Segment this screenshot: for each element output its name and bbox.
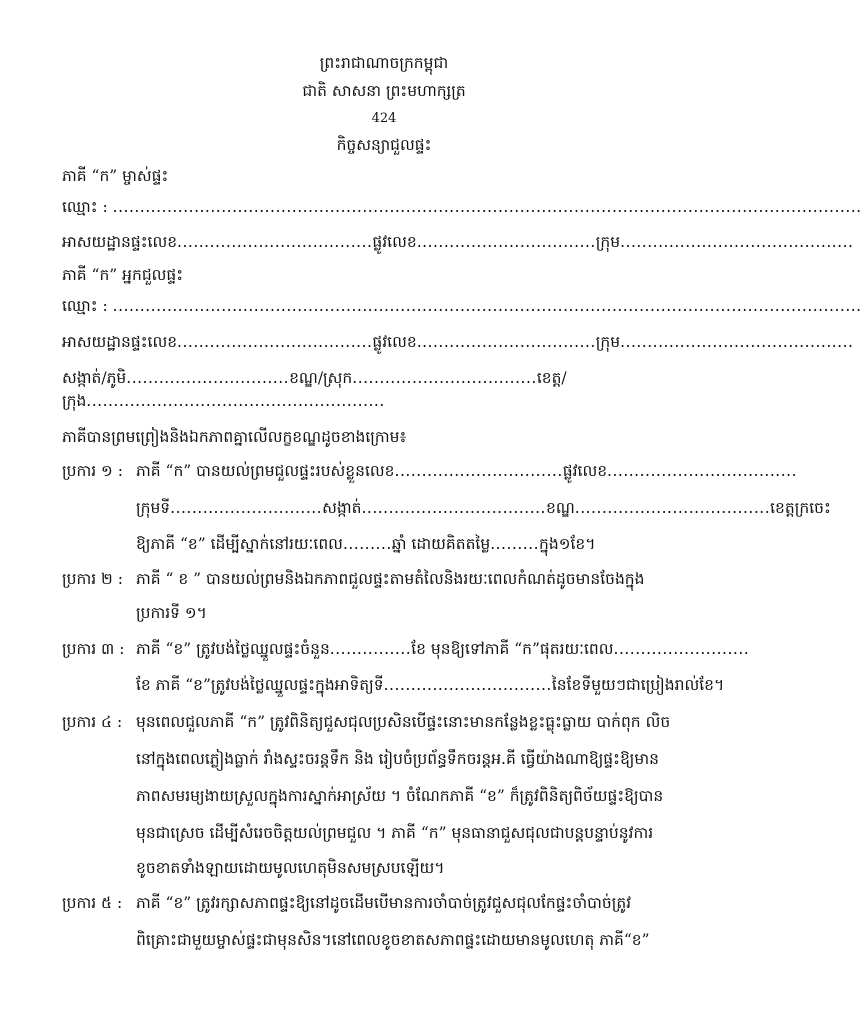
district-label-2: ខណ្ឌ [546,499,575,517]
article-4-line-2: នៅក្នុងពេលភ្លៀងធ្លាក់ រាំងស្ទះចរន្តទឹក និង រៀបចំប្រព័ន្ធទឹកចរន្តអ.គី ធ្វើយ៉ាងណាឱ្យផ្ទះឱ្យមាន [136,750,660,768]
district-label: ខណ្ឌ/ស្រុក [289,369,353,387]
party-a-name-label: ឈ្មោះ : [62,198,108,216]
party-a-group-label: ក្រុម [595,233,621,251]
rent-amount-text: ភាគី “ខ” ត្រូវបង់ថ្លៃឈ្នួលផ្ទះចំនួន [136,640,330,658]
week-blank: ............................... [383,676,552,694]
advance-text: ខែ មុនឱ្យទៅភាគី “ក”ផុតរយៈពេល [411,640,614,658]
article-1-label: ប្រការ ១ : [62,462,123,480]
province-kratie: ខេត្តក្រចេះ [770,499,831,517]
street-blank: ................................... [607,462,797,480]
per-month-text: ក្នុង១ខែ។ [539,535,596,553]
party-a-group-blank: ........................................... [620,233,854,251]
article-4-line-1: មុនពេលជួលភាគី “ក” ត្រូវពិនិត្យជួសជុលប្រសិនបើផ្ទះនោះមានកន្លែងខ្លះធ្លុះធ្លាយ បាក់ពុក លិច [136,713,671,731]
party-b-name-label: ឈ្មោះ : [62,297,108,315]
weekly-payment-text: ខែ ភាគី “ខ”ត្រូវបង់ថ្លៃឈ្នួលផ្ទះក្នុងអាទិត្យទី [136,676,384,694]
party-b-street-label: ផ្លូវលេខ [372,333,417,351]
party-a-heading: ភាគី “ក” ម្ចាស់ផ្ទះ [62,167,169,185]
street-label: ផ្លូវលេខ [562,462,608,480]
article-1-line-2 [136,497,831,519]
party-b-address-label: អាសយដ្ឋានផ្ទះលេខ [62,333,178,351]
article-5-label: ប្រការ ៥ : [62,894,123,912]
article-5-line-2: ពិគ្រោះជាមួយម្ចាស់ផ្ទះជាមុនសិន។នៅពេលខូចខាតសភាពផ្ទះដោយមានមូលហេតុ ភាគី“ខ” [136,931,650,949]
months-blank: ............... [329,640,412,658]
group-label: ក្រុមទី [136,499,171,517]
article-3-line-2 [136,674,724,696]
article-5-line-1: ភាគី “ខ” ត្រូវរក្សាសភាពផ្ទះឱ្យនៅដូចដើមបើមានការចាំបាច់ត្រូវជួសជុលកែផ្ទះចាំបាច់ត្រូវ [136,894,632,912]
party-b-address-blank: .................................... [177,333,373,351]
years-blank: ......... [342,535,392,553]
commune-blank: .............................. [126,369,290,387]
party-b-name-row [62,295,862,317]
city-blank: ....................................................... [86,392,385,410]
article-1-line-3 [136,533,595,555]
price-blank: ......... [490,535,540,553]
group-blank: ............................ [170,499,323,517]
kingdom-title: ព្រះរាជាណាចក្រកម្ពុជា [319,54,449,72]
page-number: 424 [371,111,397,126]
article-2-label: ប្រការ ២ : [62,570,123,588]
article-1-text: ភាគី “ក” បានយល់ព្រមជួលផ្ទះរបស់ខ្លួនលេខ [136,462,395,480]
each-month-text: នៃខែទីមួយៗជាប្រៀងរាល់ខែ។ [551,676,725,694]
article-4-line-3: ភាពសមរម្យងាយស្រួលក្នុងការស្នាក់អាស្រ័យ ។ ចំណែកភាគី “ខ” ក៏ត្រូវពិនិត្យពិច័យផ្ទះឱ្យបាន [136,787,664,805]
party-b-name-blank: .......................................................................................................................................... [112,297,862,315]
city-label: ក្រុង [62,392,87,410]
party-b-group-label: ក្រុម [595,333,621,351]
period-blank: ......................... [613,640,750,658]
party-b-heading: ភាគី “ក” អ្នកជួលផ្ទះ [62,266,184,284]
party-b-address-row [62,331,854,353]
article-3-line-1 [136,638,750,660]
national-motto: ជាតិ សាសនា ព្រះមហាក្សត្រ [302,82,466,100]
party-a-name-row [62,196,862,218]
party-a-address-label: អាសយដ្ឋានផ្ទះលេខ [62,233,178,251]
price-text: ឆ្នាំ ដោយគិតតម្លៃ [391,535,491,553]
city-row [62,390,385,412]
document-title: កិច្ចសន្យាជួលផ្ទះ [336,136,432,154]
article-4-line-5: ខូចខាតទាំងឡាយដោយមូលហេតុមិនសមស្របឡើយ។ [136,859,445,877]
article-1-line-1 [136,460,797,482]
article-2-line-2: ប្រការទី ១។ [136,604,207,622]
commune-blank-2: .................................. [361,499,546,517]
party-b-location-row [62,367,712,389]
district-blank: .................................. [352,369,537,387]
article-4-line-4: មុនជាស្រេច ដើម្បីសំរេចចិត្តយល់ព្រមជួល ។ ភាគី “ក” មុនធានាជួសជុលជាបន្តបន្ទាប់នូវការ [136,824,654,842]
district-blank-2: .................................... [574,499,771,517]
party-a-street-label: ផ្លូវលេខ [372,233,417,251]
province-label: ខេត្ត/ [536,369,567,387]
party-b-group-blank: ........................................... [620,333,854,351]
commune-label-2: សង្កាត់ [322,499,362,517]
agreement-intro: ភាគីបានព្រមព្រៀងនិងឯកភាពគ្នាលើលក្ខខណ្ឌដូចខាងក្រោម៖ [62,428,407,446]
article-2-line-1: ភាគី “ ខ ” បានយល់ព្រមនិងឯកភាពជួលផ្ទះតាមតំលៃនិងរយៈពេលកំណត់ដូចមានចែងក្នុង [136,570,645,588]
party-a-name-blank: .......................................................................................................................................... [112,198,862,216]
party-b-street-blank: ................................. [416,333,596,351]
stay-period-text: ឱ្យភាគី “ខ” ដើម្បីស្នាក់នៅរយៈពេល [136,535,343,553]
house-number-blank: ............................... [394,462,563,480]
party-a-address-row [62,231,854,253]
article-3-label: ប្រការ ៣ : [62,640,125,658]
commune-label: សង្កាត់/ភូមិ [62,369,127,387]
party-a-street-blank: ................................. [416,233,596,251]
party-a-address-blank: .................................... [177,233,373,251]
article-4-label: ប្រការ ៤ : [62,713,123,731]
